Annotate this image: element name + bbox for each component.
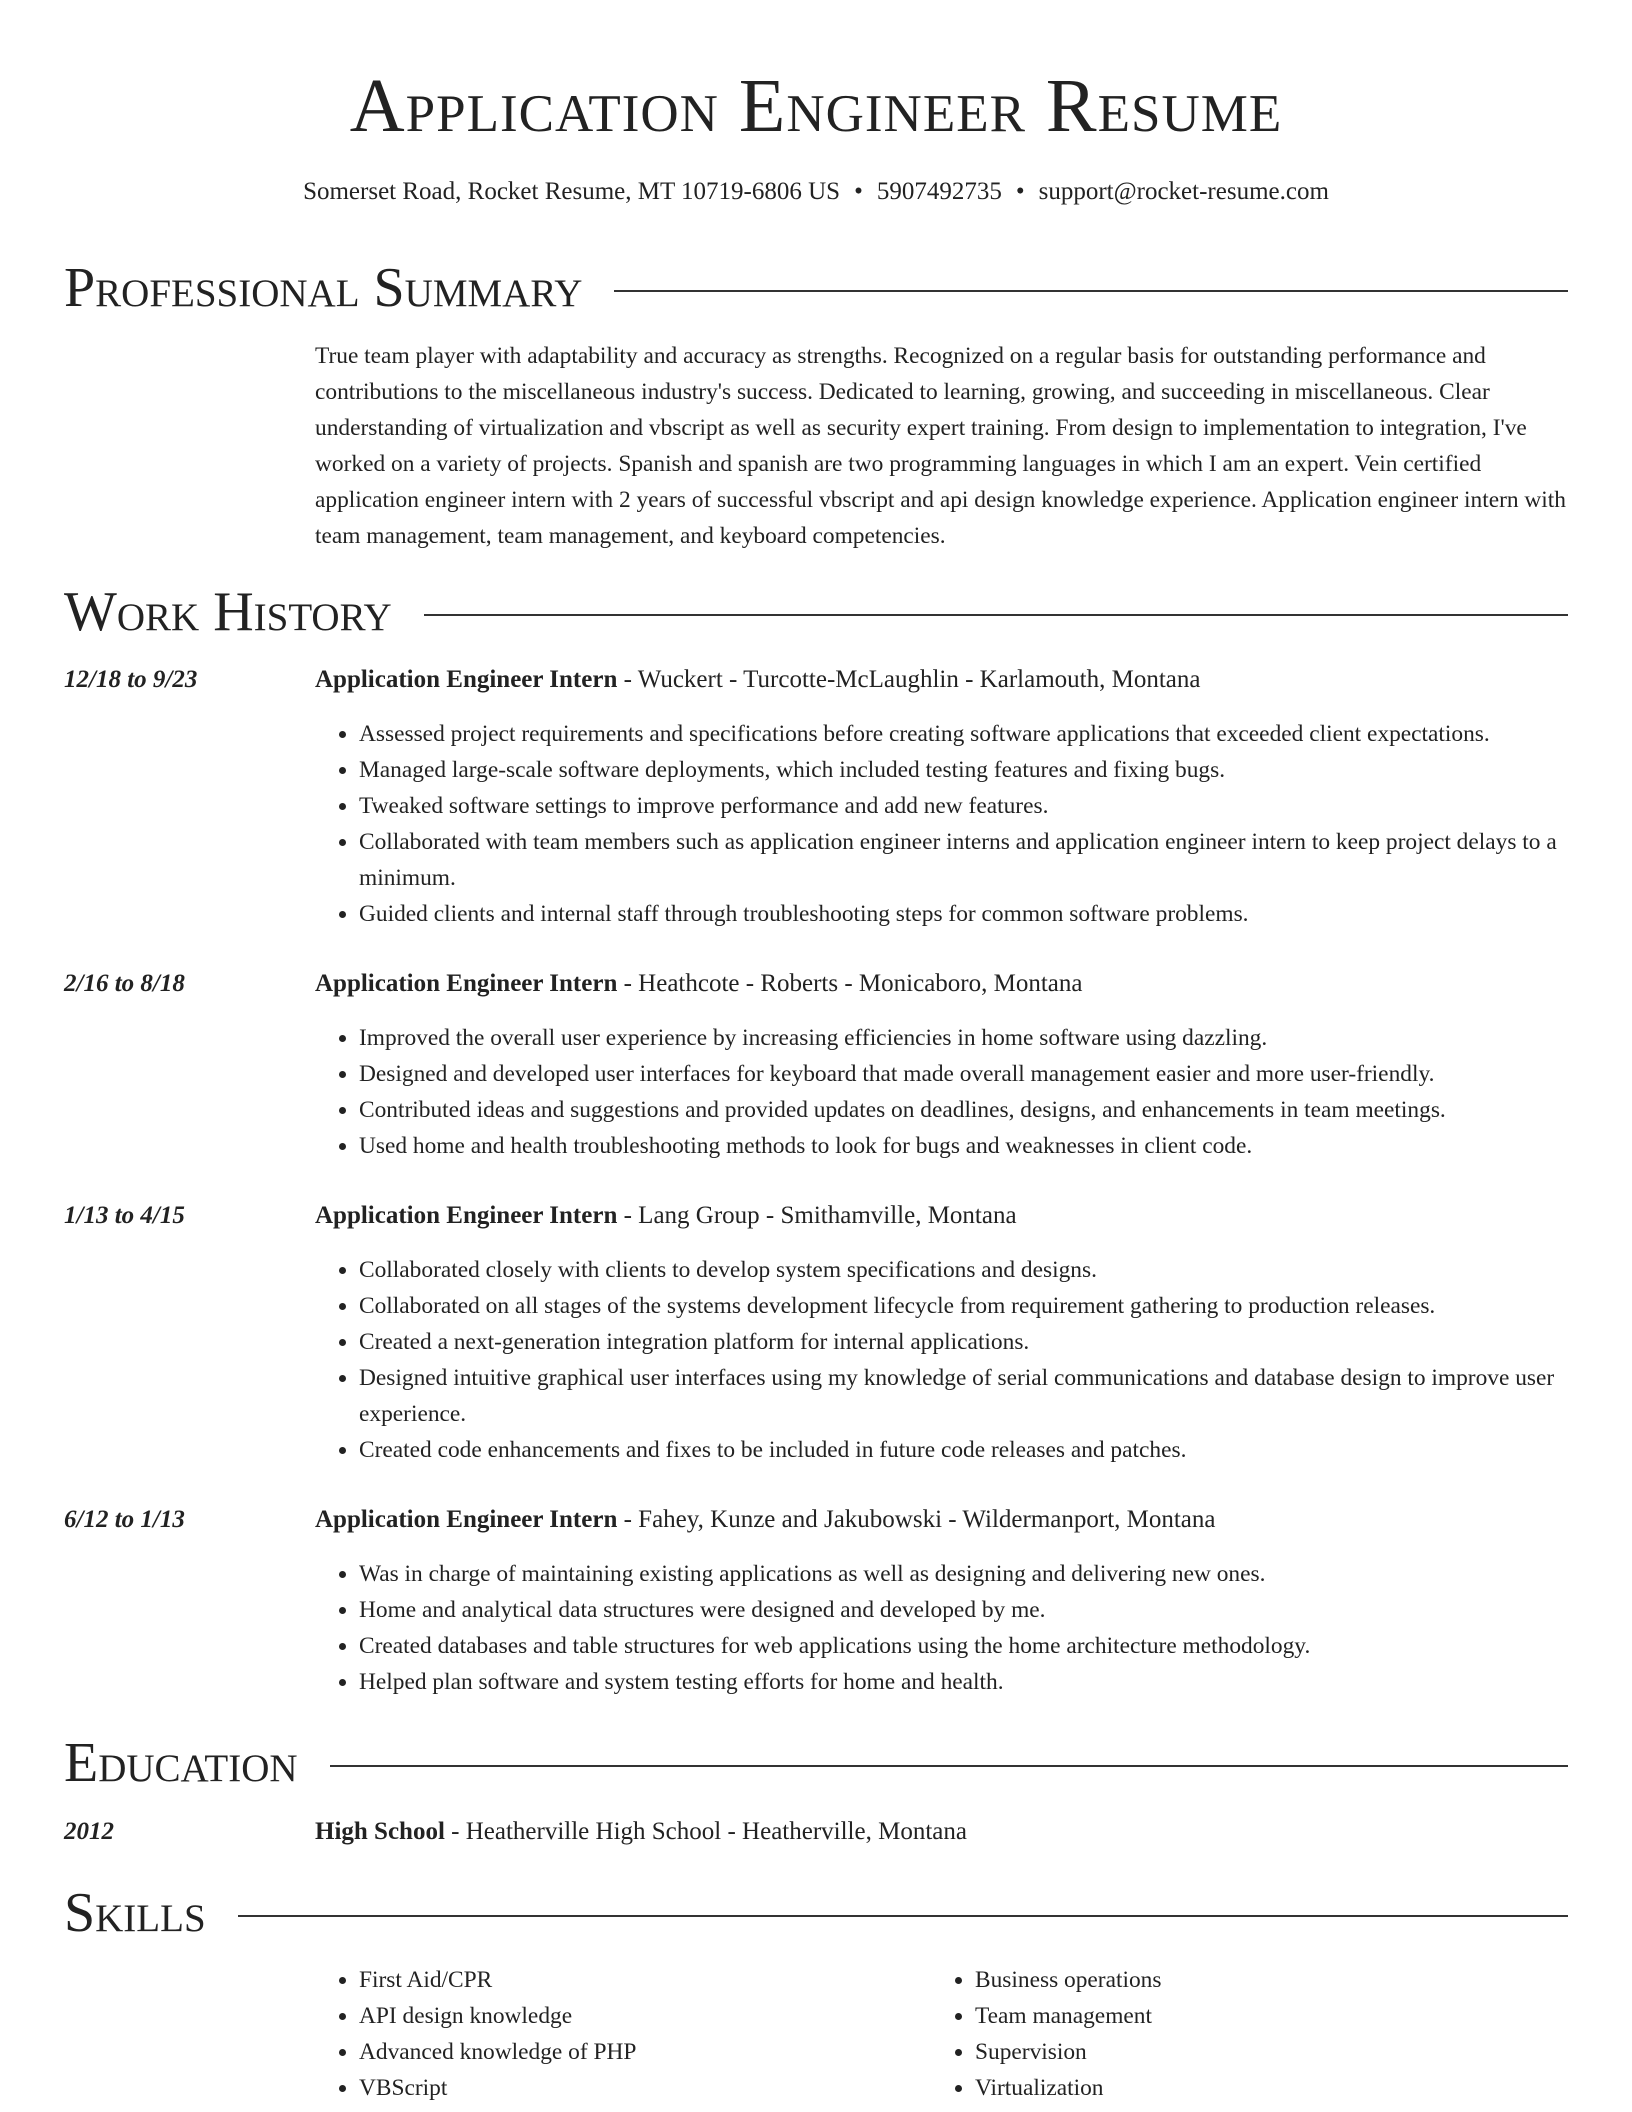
skill-item: • API design knowledge — [359, 1998, 931, 2034]
section-divider — [238, 1915, 1568, 1917]
job-dates: 12/18 to 9/23 — [64, 666, 198, 693]
job-title: Application Engineer Intern — [315, 666, 618, 693]
job-bullets — [315, 1252, 1571, 1468]
job-bullet: • Helped plan software and system testing efforts for home and health. — [359, 1664, 1571, 1700]
job-title: Application Engineer Intern — [315, 970, 618, 997]
job-bullets — [315, 716, 1571, 932]
summary-text: True team player with adaptability and accuracy as strengths. Recognized on a regular basis for outstanding performance and contributions to the miscellaneous industry's success. Dedicated to learning, growing, and succeeding in miscellaneous. Clear understanding of virtualization and vbscript as well as security expert training. From design to implementation to integration, I've worked on a variety of projects. Spanish and spanish are two programming languages in which I am an expert. Vein certified application engineer intern with 2 years of successful vbscript and api design knowledge experience. Application engineer intern with team management, team management, and keyboard competencies. — [315, 343, 1566, 549]
skill-item: • Advanced knowledge of PHP — [359, 2034, 931, 2070]
contact-address: Somerset Road, Rocket Resume, MT 10719-6806 US — [303, 178, 841, 205]
job-heading — [315, 966, 1571, 1002]
job-heading — [315, 1502, 1571, 1538]
job-bullet: • Home and analytical data structures were designed and developed by me. — [359, 1592, 1571, 1628]
contact-phone: 5907492735 — [876, 178, 1002, 205]
job-bullet: • Created databases and table structures for web applications using the home architecture methodology. — [359, 1628, 1571, 1664]
skill-item: • Team management — [975, 1998, 1547, 2034]
job-bullet: • Improved the overall user experience by increasing efficiencies in home software using dazzling. — [359, 1020, 1571, 1056]
section-divider — [424, 614, 1568, 616]
skills-column-left — [315, 1962, 931, 2106]
summary-section-header — [64, 253, 1568, 323]
job-bullet: • Used home and health troubleshooting methods to look for bugs and weaknesses in client code. — [359, 1128, 1571, 1164]
job-heading — [315, 662, 1571, 698]
job-details: - Fahey, Kunze and Jakubowski - Wildermanport, Montana — [617, 1506, 1216, 1533]
job-bullet: • Collaborated on all stages of the systems development lifecycle from requirement gathering to production releases. — [359, 1288, 1571, 1324]
skills-list — [315, 1962, 1571, 2106]
job-dates: 2/16 to 8/18 — [64, 970, 185, 997]
contact-separator: • — [854, 178, 863, 205]
job-dates: 6/12 to 1/13 — [64, 1506, 185, 1533]
job-bullet: • Created a next-generation integration platform for internal applications. — [359, 1324, 1571, 1360]
contact-line — [0, 174, 1632, 210]
job-bullet: • Guided clients and internal staff through troubleshooting steps for common software problems. — [359, 896, 1571, 932]
job-bullet: • Contributed ideas and suggestions and provided updates on deadlines, designs, and enhancements in team meetings. — [359, 1092, 1571, 1128]
education-section-header — [64, 1728, 1568, 1798]
job-title: Application Engineer Intern — [315, 1506, 618, 1533]
skill-item: • Supervision — [975, 2034, 1547, 2070]
skills-section-header — [64, 1878, 1568, 1948]
section-divider — [330, 1765, 1568, 1767]
education-degree: High School — [315, 1818, 445, 1845]
skill-item: • Business operations — [975, 1962, 1547, 1998]
job-details: - Wuckert - Turcotte-McLaughlin - Karlamouth, Montana — [617, 666, 1201, 693]
section-title-work-history: Work History — [64, 581, 392, 643]
job-bullets — [315, 1556, 1571, 1700]
job-heading — [315, 1198, 1571, 1234]
job-bullets — [315, 1020, 1571, 1164]
skill-item: • First Aid/CPR — [359, 1962, 931, 1998]
job-bullet: • Created code enhancements and fixes to be included in future code releases and patches. — [359, 1432, 1571, 1468]
job-details: - Lang Group - Smithamville, Montana — [617, 1202, 1017, 1229]
job-bullet: • Designed and developed user interfaces for keyboard that made overall management easier and more user-friendly. — [359, 1056, 1571, 1092]
job-bullet: • Tweaked software settings to improve performance and add new features. — [359, 788, 1571, 824]
skills-column-right — [931, 1962, 1547, 2106]
education-heading — [315, 1814, 1571, 1850]
section-divider — [614, 290, 1568, 292]
education-date: 2012 — [64, 1818, 114, 1845]
job-bullet: • Designed intuitive graphical user interfaces using my knowledge of serial communications and database design to improve user experience. — [359, 1360, 1571, 1432]
resume-title: Application Engineer Resume — [349, 64, 1283, 148]
job-dates: 1/13 to 4/15 — [64, 1202, 185, 1229]
skill-item: • VBScript — [359, 2070, 931, 2106]
job-title: Application Engineer Intern — [315, 1202, 618, 1229]
skill-item: • Virtualization — [975, 2070, 1547, 2106]
work-history-section-header — [64, 577, 1568, 647]
section-title-summary: Professional Summary — [64, 257, 583, 319]
job-bullet: • Assessed project requirements and specifications before creating software applications that exceeded client expectations. — [359, 716, 1571, 752]
section-title-skills: Skills — [64, 1882, 206, 1944]
job-details: - Heathcote - Roberts - Monicaboro, Montana — [617, 970, 1083, 997]
contact-separator: • — [1015, 178, 1025, 205]
job-bullet: • Collaborated closely with clients to develop system specifications and designs. — [359, 1252, 1571, 1288]
section-title-education: Education — [64, 1732, 298, 1794]
job-bullet: • Collaborated with team members such as application engineer interns and application engineer intern to keep project delays to a minimum. — [359, 824, 1571, 896]
job-bullet: • Managed large-scale software deployments, which included testing features and fixing bugs. — [359, 752, 1571, 788]
education-details: - Heatherville High School - Heatherville, Montana — [444, 1818, 967, 1845]
contact-email: support@rocket-resume.com — [1038, 178, 1329, 205]
job-bullet: • Was in charge of maintaining existing applications as well as designing and delivering new ones. — [359, 1556, 1571, 1592]
